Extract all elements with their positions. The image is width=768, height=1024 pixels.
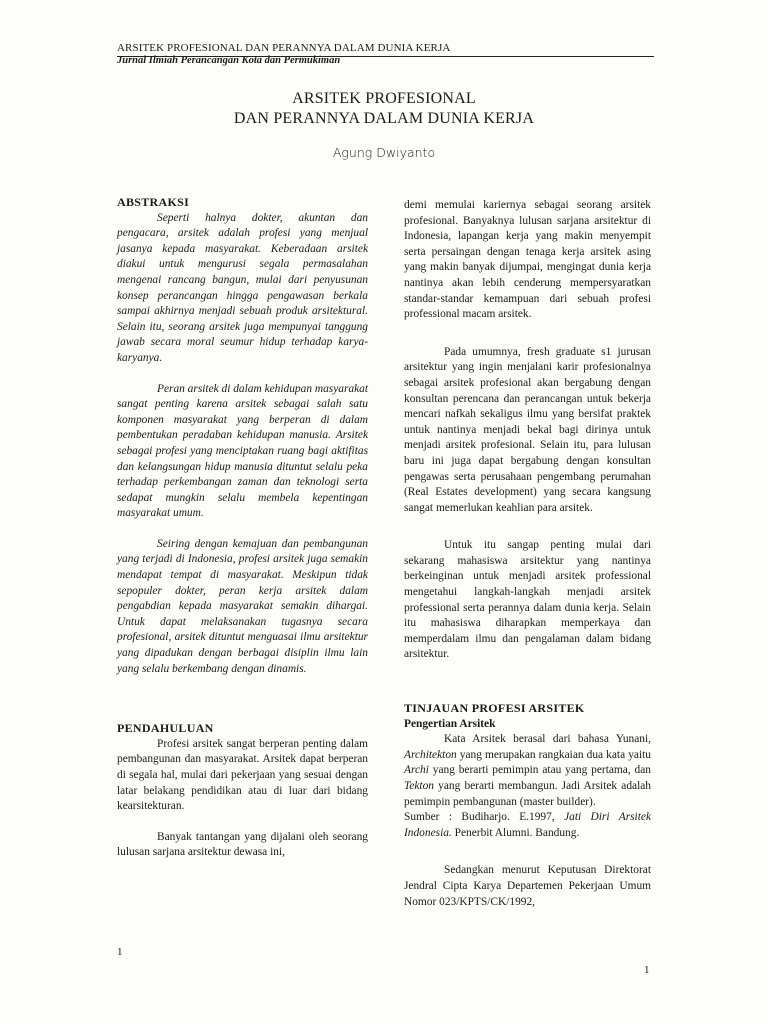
right-paragraph-2: Pada umumnya, fresh graduate s1 jurusan arsitektur yang ingin menjalani karir profesionalnya sebagai arsitek profesional akan bergabung dengan konsultan perencana dan perancangan untuk bekerja mencari nafkah sekaligus ilmu yang bersifat praktek untuk nantinya menjadi bekal bagi dirinya untuk menjadi arsitek profesional. Selain itu, para lulusan baru ini juga dapat bergabung dengan konsultan pengawas serta perusahaan pengembang perumahan (Real Estates development) yang secara kangsung sangat memerlukan keahlian para arsitek.	[404, 345, 651, 514]
definition-paragraph	[404, 732, 651, 810]
running-header-journal: Jurnal Ilmiah Perancangan Kota dan Permukiman	[117, 55, 341, 66]
source-text-a: Sumber : Budiharjo. E.1997,	[404, 811, 565, 824]
subheading: Pengertian Arsitek	[404, 717, 496, 730]
definition-text-a: Kata Arsitek berasal dari bahasa Yunani,	[444, 733, 651, 746]
paper-title-line1: ARSITEK PROFESIONAL	[292, 90, 476, 107]
paper-title-line2: DAN PERANNYA DALAM DUNIA KERJA	[233, 110, 535, 127]
intro-paragraph-1: Profesi arsitek sangat berperan penting dalam pembangunan dan masyarakat. Arsitek dapat berperan di segala hal, mulai dari pekerjaan yang sesuai dengan latar belakang pendidikan atau di luar dari bidang kearsitekturan.	[117, 737, 368, 813]
definition-text-b: yang merupakan rangkaian dua kata yaitu	[456, 748, 651, 761]
term-archi: Archi	[404, 764, 429, 777]
right-paragraph-5: Sedangkan menurut Keputusan Direktorat Jendral Cipta Karya Departemen Pekerjaan Umum Nomor 023/KPTS/CK/1992,	[404, 864, 651, 908]
running-header	[117, 42, 450, 67]
abstract-heading: ABSTRAKSI	[117, 195, 190, 209]
right-paragraph-1: demi memulai kariernya sebagai seorang arsitek profesional. Banyaknya lulusan sarjana arsitektur di Indonesia, lapangan kerja yang makin menyempit serta persaingan dengan tenaga kerja arsitek asing yang makin banyak dijumpai, mengingat dunia kerja nantinya akan lebih cenderung mempersyaratkan standar-standar kemampuan dari sebuah profesi professional macam arsitek.	[404, 199, 651, 321]
definition-text-c: yang berarti pemimpin atau yang pertama, dan	[428, 764, 651, 777]
left-column	[117, 195, 368, 861]
intro-heading: PENDAHULUAN	[117, 721, 214, 736]
source-book-title: Jati Diri Arsitek Indonesia.	[404, 811, 651, 839]
page-number-left: 1	[117, 946, 123, 958]
paper-title	[0, 89, 768, 129]
author: Agung Dwiyanto	[332, 145, 436, 160]
source-citation	[404, 810, 651, 841]
definition-text-d: yang berarti membangun. Jadi Arsitek adalah pemimpin pembangunan (master builder).	[404, 780, 651, 808]
right-column	[404, 198, 651, 910]
running-header-title: ARSITEK PROFESIONAL DAN PERANNYA DALAM DUNIA KERJA	[117, 42, 451, 54]
intro-paragraph-2: Banyak tantangan yang dijalani oleh seorang lulusan sarjana arsitektur dewasa ini,	[117, 830, 368, 859]
abstract-paragraph-2: Peran arsitek di dalam kehidupan masyarakat sangat penting karena arsitek sebagai salah satu komponen masyarakat yang berperan di dalam pembentukan peradaban kehidupan manusia. Arsitek sebagai profesi yang menciptakan ruang bagi aktifitas dan kelangsungan hidup manusia dituntut selalu peka terhadap perkembangan zaman dan teknologi serta sedapat mungkin selalu membela kepentingan masyarakat umum.	[117, 382, 369, 520]
header-rule	[117, 56, 654, 57]
source-text-c: Penerbit Alumni. Bandung.	[451, 826, 580, 839]
abstract-paragraph-3: Seiring dengan kemajuan dan pembangunan yang terjadi di Indonesia, profesi arsitek juga semakin mendapat tempat di masyarakat. Meskipun tidak sepopuler dokter, peran kerja arsitek dalam pengabdian kepada masyarakat semakin dihargai. Untuk dapat melaksanakan tugasnya secara profesional, arsitek dituntut menguasai ilmu arsitektur yang dipadukan dengan berbagai disiplin ilmu lain yang selalu berkembang dengan dinamis.	[117, 537, 368, 675]
section-heading: TINJAUAN PROFESI ARSITEK	[404, 701, 585, 716]
right-paragraph-3: Untuk itu sangap penting mulai dari sekarang mahasiswa arsitektur yang nantinya berkeinginan untuk menjadi arsitek professional mengetahui langkah-langkah menjadi arsitek professional serta perannya dalam dunia kerja. Selain itu mahasiswa diharapkan memperkaya dan memperdalam ilmu dan pengalaman dalam bidang arsitektur.	[404, 539, 651, 661]
term-architekton: Architekton	[404, 748, 457, 761]
page-number-right: 1	[644, 964, 650, 976]
term-tekton: Tekton	[404, 780, 434, 792]
abstract-paragraph-1: Seperti halnya dokter, akuntan dan pengacara, arsitek adalah profesi yang menjual jasanya kepada masyarakat. Keberadaan arsitek diakui untuk mengurusi segala permasalahan mengenai rancang bangun, mulai dari penyusunan konsep perancangan hingga pengawasan berkala sampai akhirnya menjadi sebuah produk arsitektural. Selain itu, seorang arsitek juga mempunyai tanggung jawab secara moral seumur hidup terhadap karya-karyanya.	[117, 211, 368, 364]
